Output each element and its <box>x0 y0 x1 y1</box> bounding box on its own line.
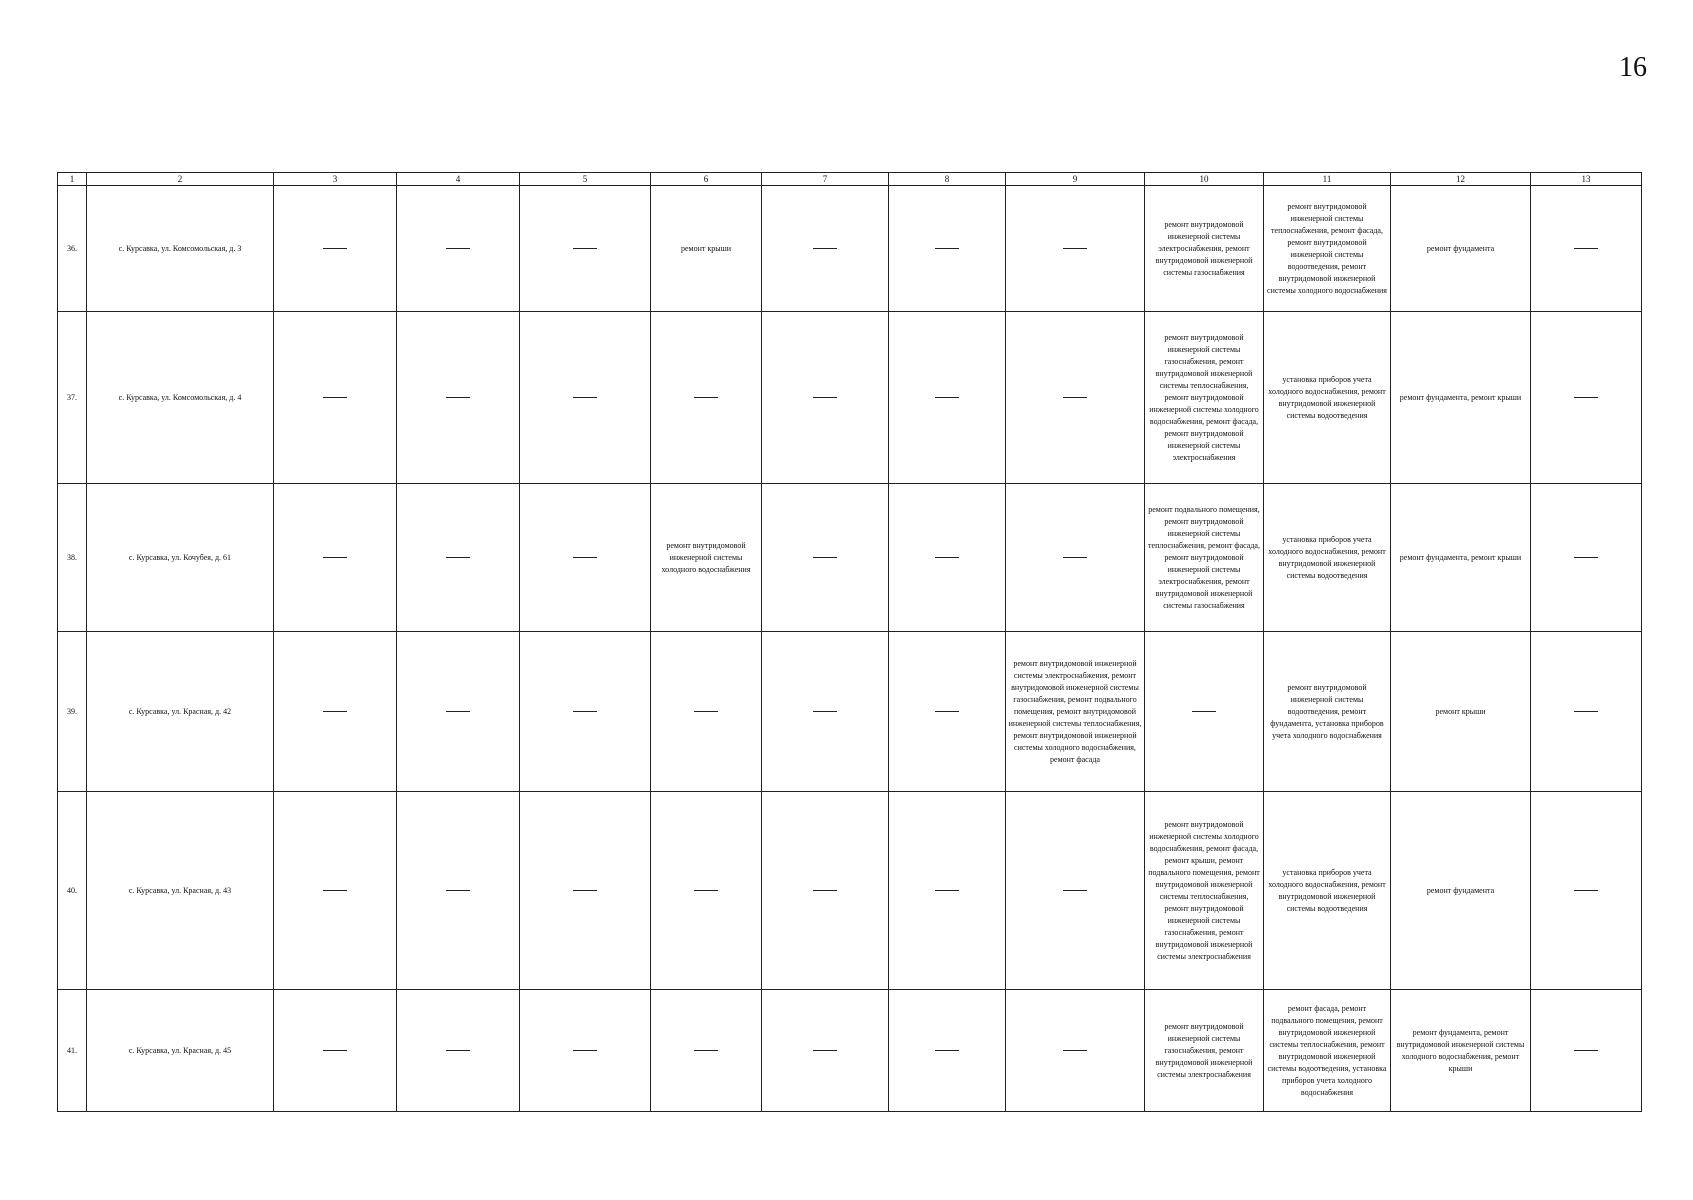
column-number: 12 <box>1391 173 1531 186</box>
work-description-cell: ремонт внутридомовой инженерной системы газоснабжения, ремонт внутридомовой инженерной системы электроснабжения <box>1145 990 1264 1112</box>
row-number: 37. <box>58 312 87 484</box>
empty-dash-cell <box>520 632 651 792</box>
work-description-cell: установка приборов учета холодного водоснабжения, ремонт внутридомовой инженерной системы водоотведения <box>1264 792 1391 990</box>
empty-dash-cell <box>762 484 889 632</box>
empty-dash-cell <box>1531 484 1642 632</box>
dash-mark <box>573 1050 597 1051</box>
empty-dash-cell <box>1006 792 1145 990</box>
table-row <box>58 312 1642 484</box>
table-row <box>58 484 1642 632</box>
empty-dash-cell <box>889 632 1006 792</box>
empty-dash-cell <box>651 312 762 484</box>
dash-mark <box>446 711 470 712</box>
dash-mark <box>1574 557 1598 558</box>
empty-dash-cell <box>651 632 762 792</box>
dash-mark <box>694 397 718 398</box>
row-number: 39. <box>58 632 87 792</box>
empty-dash-cell <box>397 186 520 312</box>
empty-dash-cell <box>1531 312 1642 484</box>
empty-dash-cell <box>274 990 397 1112</box>
dash-mark <box>446 557 470 558</box>
dash-mark <box>1063 557 1087 558</box>
empty-dash-cell <box>651 792 762 990</box>
address-cell: с. Курсавка, ул. Комсомольская, д. 4 <box>87 312 274 484</box>
dash-mark <box>323 711 347 712</box>
dash-mark <box>813 1050 837 1051</box>
address-cell: с. Курсавка, ул. Красная, д. 45 <box>87 990 274 1112</box>
dash-mark <box>446 248 470 249</box>
work-description-cell: ремонт внутридомовой инженерной системы водоотведения, ремонт фундамента, установка приборов учета холодного водоснабжения <box>1264 632 1391 792</box>
empty-dash-cell <box>1531 792 1642 990</box>
empty-dash-cell <box>274 632 397 792</box>
work-description-cell: установка приборов учета холодного водоснабжения, ремонт внутридомовой инженерной системы водоотведения <box>1264 312 1391 484</box>
empty-dash-cell <box>1531 632 1642 792</box>
work-description-cell: ремонт крыши <box>651 186 762 312</box>
dash-mark <box>1063 248 1087 249</box>
table-row <box>58 632 1642 792</box>
dash-mark <box>1574 890 1598 891</box>
empty-dash-cell <box>889 990 1006 1112</box>
dash-mark <box>323 557 347 558</box>
dash-mark <box>1574 1050 1598 1051</box>
dash-mark <box>323 1050 347 1051</box>
empty-dash-cell <box>520 312 651 484</box>
column-number: 5 <box>520 173 651 186</box>
work-description-cell: ремонт фундамента <box>1391 186 1531 312</box>
empty-dash-cell <box>1531 186 1642 312</box>
dash-mark <box>573 397 597 398</box>
dash-mark <box>935 711 959 712</box>
dash-mark <box>694 890 718 891</box>
row-number: 38. <box>58 484 87 632</box>
dash-mark <box>1063 890 1087 891</box>
dash-mark <box>1063 397 1087 398</box>
repair-schedule-table <box>57 172 1642 1112</box>
empty-dash-cell <box>762 632 889 792</box>
page-number: 16 <box>1619 52 1647 83</box>
empty-dash-cell <box>1006 186 1145 312</box>
empty-dash-cell <box>889 792 1006 990</box>
address-cell: с. Курсавка, ул. Красная, д. 42 <box>87 632 274 792</box>
table-row <box>58 792 1642 990</box>
empty-dash-cell <box>889 484 1006 632</box>
column-number: 6 <box>651 173 762 186</box>
work-description-cell: ремонт фундамента, ремонт крыши <box>1391 312 1531 484</box>
dash-mark <box>1063 1050 1087 1051</box>
column-number-row <box>58 173 1642 186</box>
column-number: 1 <box>58 173 87 186</box>
column-number: 9 <box>1006 173 1145 186</box>
dash-mark <box>323 248 347 249</box>
dash-mark <box>935 890 959 891</box>
column-number: 11 <box>1264 173 1391 186</box>
work-description-cell: ремонт внутридомовой инженерной системы холодного водоснабжения, ремонт фасада, ремонт крыши, ремонт подвального помещения, ремонт внутридомовой инженерной системы теплоснабжения, ремонт внутридомовой инженерной системы газоснабжения, ремонт внутридомовой инженерной системы электроснабжения <box>1145 792 1264 990</box>
dash-mark <box>694 711 718 712</box>
empty-dash-cell <box>397 312 520 484</box>
dash-mark <box>813 711 837 712</box>
address-cell: с. Курсавка, ул. Красная, д. 43 <box>87 792 274 990</box>
empty-dash-cell <box>274 792 397 990</box>
dash-mark <box>573 711 597 712</box>
table-row <box>58 990 1642 1112</box>
empty-dash-cell <box>889 186 1006 312</box>
empty-dash-cell <box>397 990 520 1112</box>
empty-dash-cell <box>651 990 762 1112</box>
empty-dash-cell <box>274 312 397 484</box>
dash-mark <box>813 890 837 891</box>
empty-dash-cell <box>1145 632 1264 792</box>
row-number: 36. <box>58 186 87 312</box>
dash-mark <box>1574 248 1598 249</box>
dash-mark <box>1574 711 1598 712</box>
empty-dash-cell <box>889 312 1006 484</box>
column-number: 13 <box>1531 173 1642 186</box>
empty-dash-cell <box>397 792 520 990</box>
dash-mark <box>323 890 347 891</box>
empty-dash-cell <box>274 186 397 312</box>
column-number: 7 <box>762 173 889 186</box>
dash-mark <box>573 557 597 558</box>
empty-dash-cell <box>1006 312 1145 484</box>
dash-mark <box>446 1050 470 1051</box>
work-description-cell: ремонт фундамента <box>1391 792 1531 990</box>
dash-mark <box>573 248 597 249</box>
dash-mark <box>446 397 470 398</box>
empty-dash-cell <box>520 990 651 1112</box>
work-description-cell: ремонт фасада, ремонт подвального помещения, ремонт внутридомовой инженерной системы теплоснабжения, ремонт внутридомовой инженерной системы водоотведения, установка приборов учета холодного водоснабжения <box>1264 990 1391 1112</box>
empty-dash-cell <box>762 990 889 1112</box>
empty-dash-cell <box>397 484 520 632</box>
column-number: 8 <box>889 173 1006 186</box>
column-number: 10 <box>1145 173 1264 186</box>
row-number: 41. <box>58 990 87 1112</box>
empty-dash-cell <box>1006 484 1145 632</box>
column-number: 4 <box>397 173 520 186</box>
empty-dash-cell <box>1006 990 1145 1112</box>
work-description-cell: ремонт фундамента, ремонт внутридомовой инженерной системы холодного водоснабжения, ремонт крыши <box>1391 990 1531 1112</box>
dash-mark <box>935 397 959 398</box>
column-number: 2 <box>87 173 274 186</box>
empty-dash-cell <box>762 312 889 484</box>
dash-mark <box>813 397 837 398</box>
empty-dash-cell <box>274 484 397 632</box>
empty-dash-cell <box>762 792 889 990</box>
work-description-cell: ремонт крыши <box>1391 632 1531 792</box>
dash-mark <box>323 397 347 398</box>
empty-dash-cell <box>520 484 651 632</box>
work-description-cell: ремонт фундамента, ремонт крыши <box>1391 484 1531 632</box>
address-cell: с. Курсавка, ул. Кочубея, д. 61 <box>87 484 274 632</box>
work-description-cell: установка приборов учета холодного водоснабжения, ремонт внутридомовой инженерной системы водоотведения <box>1264 484 1391 632</box>
dash-mark <box>446 890 470 891</box>
work-description-cell: ремонт внутридомовой инженерной системы электроснабжения, ремонт внутридомовой инженерной системы газоснабжения <box>1145 186 1264 312</box>
empty-dash-cell <box>397 632 520 792</box>
dash-mark <box>813 248 837 249</box>
work-description-cell: ремонт подвального помещения, ремонт внутридомовой инженерной системы теплоснабжения, ремонт фасада, ремонт внутридомовой инженерной системы электроснабжения, ремонт внутридомовой инженерной системы газоснабжения <box>1145 484 1264 632</box>
dash-mark <box>573 890 597 891</box>
dash-mark <box>694 1050 718 1051</box>
row-number: 40. <box>58 792 87 990</box>
empty-dash-cell <box>1531 990 1642 1112</box>
work-description-cell: ремонт внутридомовой инженерной системы газоснабжения, ремонт внутридомовой инженерной системы теплоснабжения, ремонт внутридомовой инженерной системы холодного водоснабжения, ремонт фасада, ремонт внутридомовой инженерной системы электроснабжения <box>1145 312 1264 484</box>
dash-mark <box>935 557 959 558</box>
dash-mark <box>935 248 959 249</box>
dash-mark <box>1574 397 1598 398</box>
dash-mark <box>935 1050 959 1051</box>
empty-dash-cell <box>520 186 651 312</box>
address-cell: с. Курсавка, ул. Комсомольская, д. 3 <box>87 186 274 312</box>
work-description-cell: ремонт внутридомовой инженерной системы электроснабжения, ремонт внутридомовой инженерной системы газоснабжения, ремонт подвального помещения, ремонт внутридомовой инженерной системы теплоснабжения, ремонт внутридомовой инженерной системы холодного водоснабжения, ремонт фасада <box>1006 632 1145 792</box>
empty-dash-cell <box>762 186 889 312</box>
work-description-cell: ремонт внутридомовой инженерной системы теплоснабжения, ремонт фасада, ремонт внутридомовой инженерной системы водоотведения, ремонт внутридомовой инженерной системы холодного водоснабжения <box>1264 186 1391 312</box>
table-row <box>58 186 1642 312</box>
dash-mark <box>813 557 837 558</box>
column-number: 3 <box>274 173 397 186</box>
work-description-cell: ремонт внутридомовой инженерной системы холодного водоснабжения <box>651 484 762 632</box>
dash-mark <box>1192 711 1216 712</box>
empty-dash-cell <box>520 792 651 990</box>
